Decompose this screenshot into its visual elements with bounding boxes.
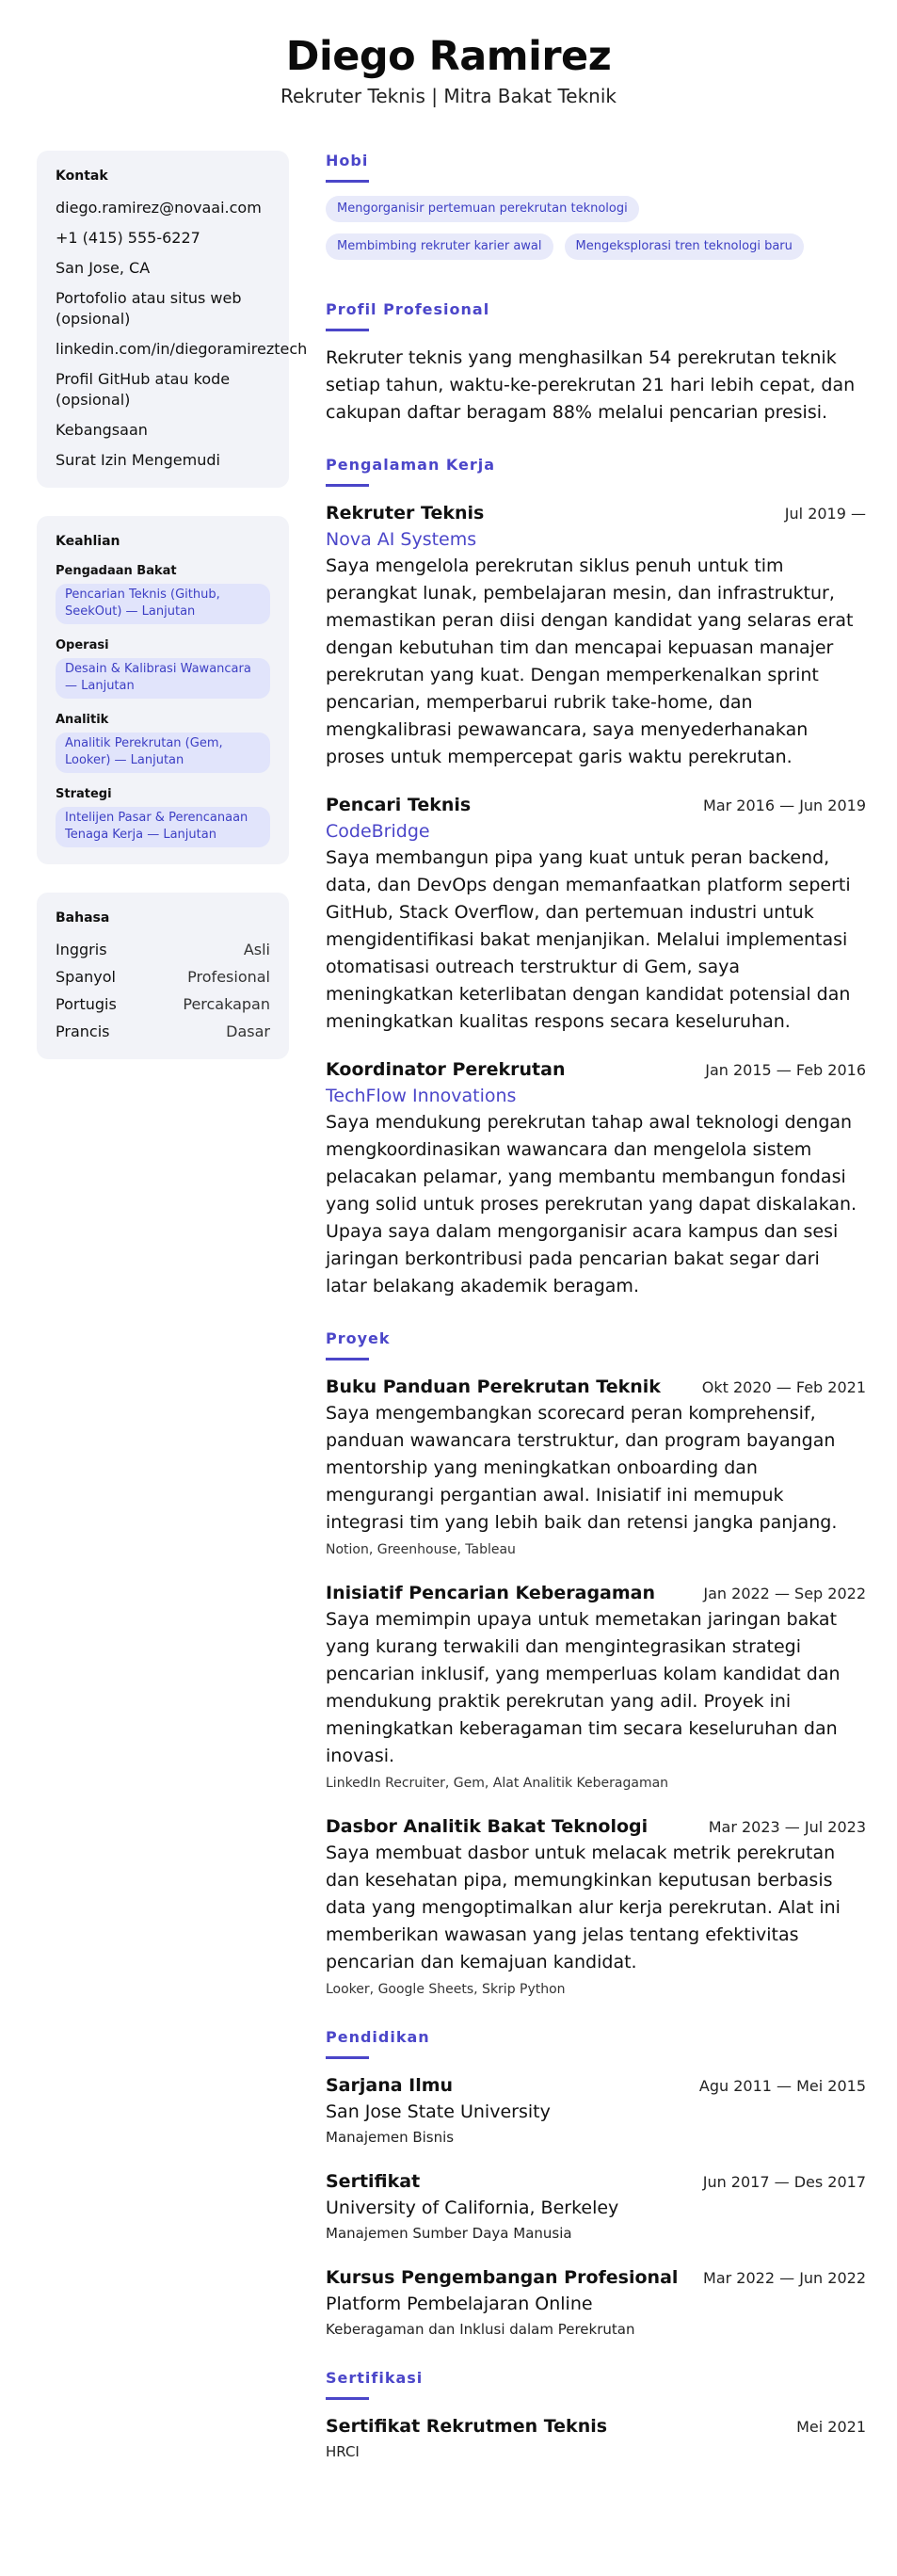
contact-license: Surat Izin Mengemudi — [56, 451, 220, 469]
education-entry — [326, 2072, 866, 2148]
certifications-section — [326, 2368, 866, 2462]
contact-location: San Jose, CA — [56, 259, 151, 277]
education-date: Jun 2017 — Des 2017 — [702, 2173, 866, 2191]
school-name: University of California, Berkeley — [326, 2198, 619, 2218]
contact-card — [37, 151, 308, 488]
school-name: Platform Pembelajaran Online — [326, 2294, 593, 2314]
skill-group-name: Analitik — [56, 713, 109, 727]
project-entry — [326, 1580, 866, 1793]
degree-name: Sertifikat — [326, 2171, 421, 2192]
contact-phone[interactable]: +1 (415) 555-6227 — [56, 229, 200, 247]
sidebar — [37, 151, 308, 1087]
section-title: Proyek — [326, 1329, 391, 1347]
section-title: Hobi — [326, 152, 369, 169]
section-title: Profil Profesional — [326, 300, 490, 318]
experience-entry — [326, 500, 866, 771]
education-date: Mar 2022 — Jun 2022 — [703, 2269, 866, 2287]
education-entry — [326, 2168, 866, 2244]
project-tools: LinkedIn Recruiter, Gem, Alat Analitik Keberagaman — [326, 1776, 669, 1791]
project-description: Saya memimpin upaya untuk memetakan jaringan bakat yang kurang terwakili dan mengintegrasikan strategi pencarian inklusif, yang memperluas kolam kandidat dan mendukung praktik perekrutan yang adil. Proyek ini meningkatkan keberagaman tim secara keseluruhan dan inovasi. — [326, 1609, 841, 1766]
contact-title: Kontak — [56, 169, 108, 184]
hobby-tag: Mengeksplorasi tren teknologi baru — [565, 233, 804, 260]
skill-group-name: Strategi — [56, 787, 112, 801]
project-tools: Notion, Greenhouse, Tableau — [326, 1542, 516, 1557]
certification-name: Sertifikat Rekrutmen Teknis — [326, 2416, 608, 2437]
hobby-list — [326, 196, 866, 271]
project-entry — [326, 1813, 866, 1999]
section-divider — [326, 2397, 369, 2400]
language-level: Profesional — [187, 968, 270, 986]
certification-date: Mei 2021 — [796, 2418, 866, 2436]
language-row — [56, 994, 270, 1015]
section-title: Pengalaman Kerja — [326, 456, 496, 474]
job-title: Koordinator Perekrutan — [326, 1059, 566, 1080]
skill-pill: Intelijen Pasar & Perencanaan Tenaga Kerja — Lanjutan — [56, 807, 270, 847]
project-name: Buku Panduan Perekrutan Teknik — [326, 1377, 661, 1397]
profile-summary: Rekruter teknis yang menghasilkan 54 perekrutan teknik setiap tahun, waktu-ke-perekrutan 21 hari lebih cepat, dan cakupan daftar beragam 88% melalui pencarian presisi. — [326, 347, 856, 423]
language-name: Inggris — [56, 941, 107, 958]
language-name: Prancis — [56, 1022, 110, 1040]
experience-entry — [326, 792, 866, 1036]
language-level: Asli — [243, 941, 270, 958]
job-title: Rekruter Teknis — [326, 503, 485, 523]
hobby-tag: Membimbing rekruter karier awal — [326, 233, 553, 260]
hobby-tag: Mengorganisir pertemuan perekrutan teknologi — [326, 196, 639, 222]
section-title: Sertifikasi — [326, 2369, 424, 2387]
field-of-study: Keberagaman dan Inklusi dalam Perekrutan — [326, 2321, 635, 2338]
language-row — [56, 967, 270, 988]
job-date: Jul 2019 — — [784, 505, 866, 523]
company-name: Nova AI Systems — [326, 529, 477, 550]
language-name: Spanyol — [56, 968, 116, 986]
job-description: Saya mendukung perekrutan tahap awal teknologi dengan mengkoordinasikan wawancara dan mengelola sistem pelacakan pelamar, yang membantu membangun fondasi yang solid untuk proses perekrutan yang dapat diskalakan. Upaya saya dalam mengorganisir acara kampus dan sesi jaringan berkontribusi pada pencarian bakat segar dari latar belakang akademik beragam. — [326, 1112, 857, 1296]
skill-pill: Pencarian Teknis (Github, SeekOut) — Lanjutan — [56, 584, 270, 624]
project-entry — [326, 1374, 866, 1559]
section-divider — [326, 2056, 369, 2059]
job-date: Mar 2016 — Jun 2019 — [703, 797, 866, 814]
main-content — [326, 151, 866, 2490]
contact-email[interactable]: diego.ramirez@novaai.com — [56, 199, 262, 217]
skills-title: Keahlian — [56, 534, 120, 549]
experience-entry — [326, 1056, 866, 1300]
section-divider — [326, 1358, 369, 1360]
certification-issuer: HRCI — [326, 2443, 360, 2460]
hobbies-section — [326, 151, 866, 271]
field-of-study: Manajemen Sumber Daya Manusia — [326, 2225, 572, 2242]
experience-section — [326, 455, 866, 1300]
language-level: Percakapan — [183, 995, 270, 1013]
contact-linkedin[interactable]: linkedin.com/in/diegoramireztech — [56, 340, 308, 358]
skill-group-name: Pengadaan Bakat — [56, 564, 177, 578]
job-date: Jan 2015 — Feb 2016 — [705, 1061, 866, 1079]
languages-card — [37, 893, 289, 1059]
skill-group-name: Operasi — [56, 638, 109, 652]
section-title: Pendidikan — [326, 2028, 430, 2046]
education-date: Agu 2011 — Mei 2015 — [698, 2077, 866, 2095]
skills-card — [37, 516, 289, 864]
job-description: Saya membangun pipa yang kuat untuk peran backend, data, dan DevOps dengan memanfaatkan platform seperti GitHub, Stack Overflow, dan pertemuan industri untuk mengidentifikasi bakat menjanjikan. Melalui implementasi otomatisasi outreach terstruktur di Gem, saya meningkatkan keterlibatan dengan kandidat potensial dan meningkatkan kualitas respons secara keseluruhan. — [326, 847, 851, 1032]
company-name: TechFlow Innovations — [326, 1086, 517, 1106]
section-divider — [326, 329, 369, 331]
field-of-study: Manajemen Bisnis — [326, 2129, 455, 2146]
candidate-role: Rekruter Teknis | Mitra Bakat Teknik — [280, 85, 617, 107]
language-name: Portugis — [56, 995, 117, 1013]
school-name: San Jose State University — [326, 2101, 551, 2122]
education-entry — [326, 2264, 866, 2340]
contact-portfolio[interactable]: Portofolio atau situs web (opsional) — [56, 289, 242, 328]
languages-title: Bahasa — [56, 910, 110, 926]
project-description: Saya mengembangkan scorecard peran komprehensif, panduan wawancara terstruktur, dan program bayangan mentorship yang meningkatkan onboarding dan mengurangi pergantian awal. Inisiatif ini memupuk integrasi tim yang lebih baik dan retensi jangka panjang. — [326, 1403, 838, 1533]
certification-entry — [326, 2413, 866, 2462]
contact-github[interactable]: Profil GitHub atau kode (opsional) — [56, 370, 231, 409]
degree-name: Kursus Pengembangan Profesional — [326, 2267, 679, 2288]
project-description: Saya membuat dasbor untuk melacak metrik perekrutan dan kesehatan pipa, memungkinkan keputusan berbasis data yang mengoptimalkan alur kerja perekrutan. Alat ini memberikan wawasan yang jelas tentang efektivitas pencarian dan kemajuan kandidat. — [326, 1843, 841, 1972]
contact-nationality: Kebangsaan — [56, 421, 148, 439]
project-date: Mar 2023 — Jul 2023 — [708, 1818, 866, 1836]
project-tools: Looker, Google Sheets, Skrip Python — [326, 1982, 566, 1997]
skill-pill: Analitik Perekrutan (Gem, Looker) — Lanjutan — [56, 733, 270, 773]
job-title: Pencari Teknis — [326, 795, 472, 815]
project-date: Okt 2020 — Feb 2021 — [701, 1378, 866, 1396]
language-row — [56, 940, 270, 960]
education-section — [326, 2027, 866, 2340]
project-name: Inisiatif Pencarian Keberagaman — [326, 1583, 656, 1603]
candidate-name: Diego Ramirez — [285, 33, 612, 80]
section-divider — [326, 180, 369, 183]
profile-section — [326, 299, 866, 427]
skill-pill: Desain & Kalibrasi Wawancara — Lanjutan — [56, 658, 270, 699]
language-row — [56, 1022, 270, 1042]
project-date: Jan 2022 — Sep 2022 — [703, 1585, 866, 1602]
job-description: Saya mengelola perekrutan siklus penuh untuk tim perangkat lunak, pembelajaran mesin, dan infrastruktur, memastikan peran diisi dengan kandidat yang selaras erat dengan kebutuhan tim dan mencapai kepuasan manajer perekrutan yang kuat. Dengan memperkenalkan sprint pencarian, memperbarui rubrik take-home, dan mengkalibrasi pewawancara, saya menyederhanakan proses untuk mempercepat garis waktu perekrutan. — [326, 555, 854, 767]
section-divider — [326, 484, 369, 487]
company-name: CodeBridge — [326, 821, 430, 842]
language-level: Dasar — [226, 1022, 270, 1040]
projects-section — [326, 1328, 866, 1999]
project-name: Dasbor Analitik Bakat Teknologi — [326, 1816, 649, 1837]
degree-name: Sarjana Ilmu — [326, 2075, 454, 2096]
